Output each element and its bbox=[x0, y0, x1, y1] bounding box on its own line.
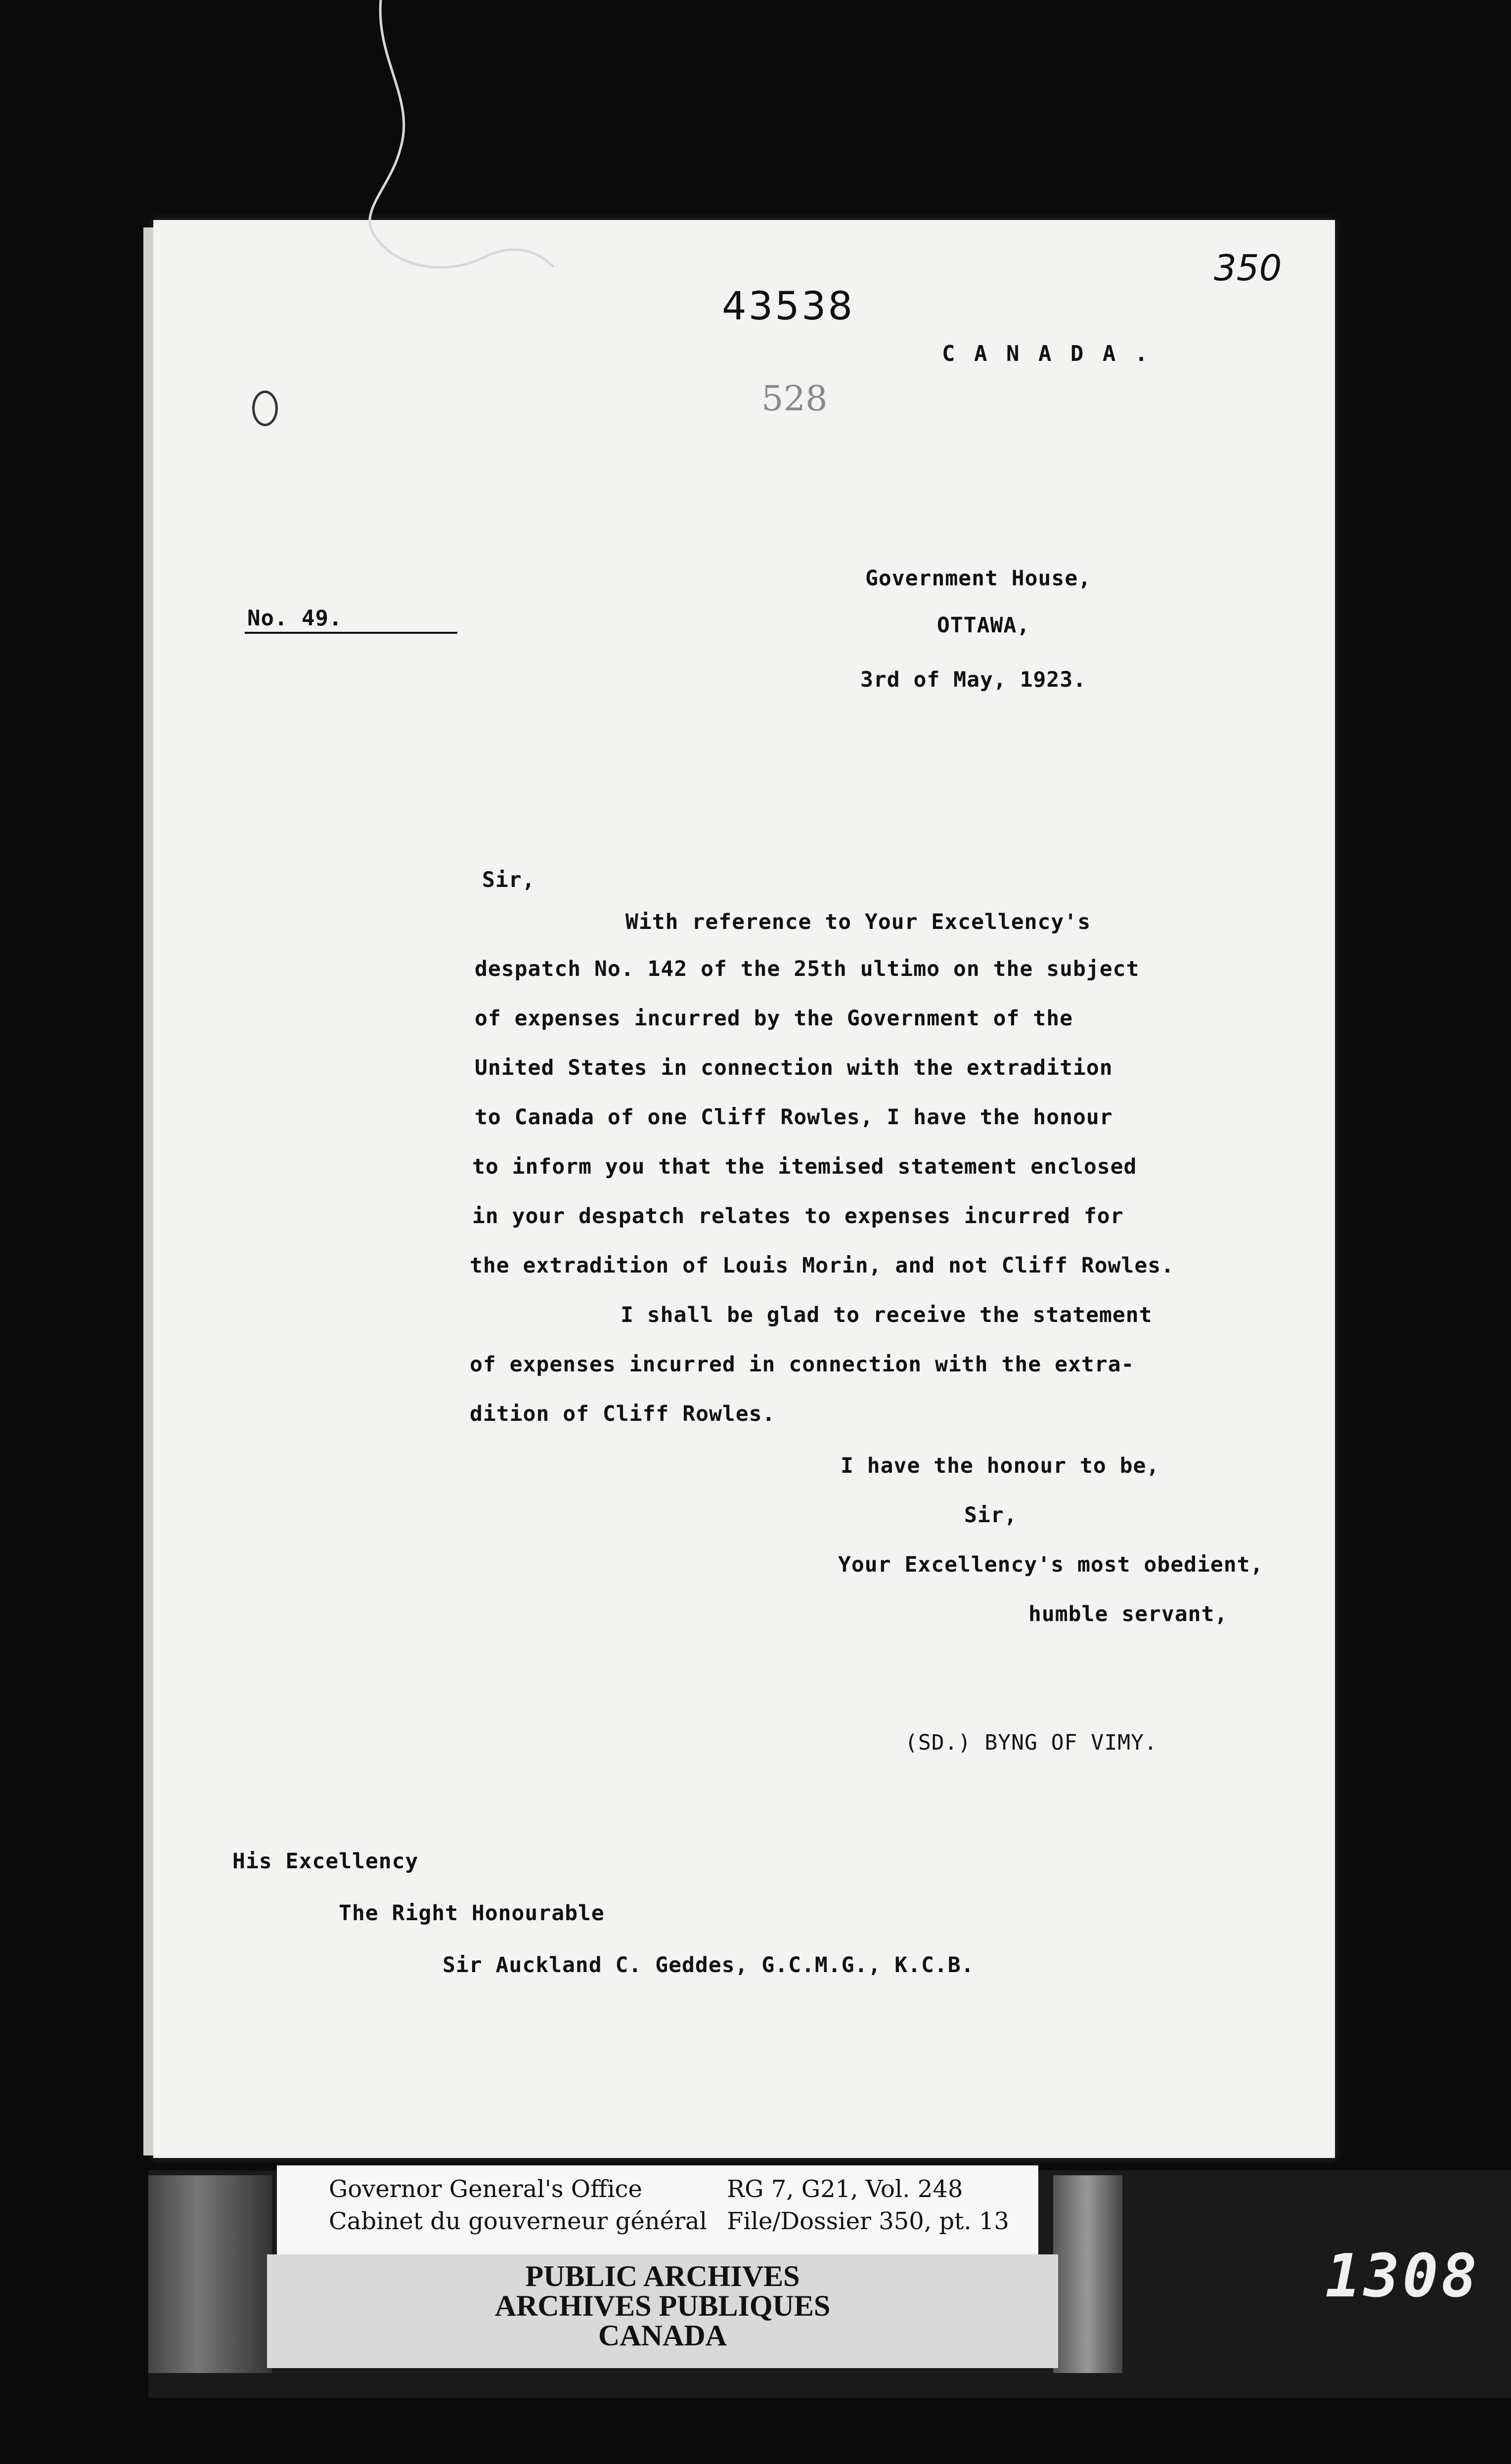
para2-line: I shall be glad to receive the statement bbox=[621, 1303, 1153, 1327]
sheet-edge-shadow bbox=[143, 227, 153, 2156]
office-french: Cabinet du gouverneur général bbox=[329, 2207, 707, 2235]
para1-line: the extradition of Louis Morin, and not Cliff Rowles. bbox=[470, 1253, 1175, 1278]
microfilm-frame-number: 1308 bbox=[1325, 2242, 1480, 2311]
recipient-title: His Excellency bbox=[232, 1849, 419, 1874]
record-group-ref: RG 7, G21, Vol. 248 bbox=[727, 2175, 963, 2203]
recipient-honorific: The Right Honourable bbox=[339, 1901, 605, 1926]
signature: (SD.) BYNG OF VIMY. bbox=[905, 1730, 1157, 1755]
file-dossier-ref: File/Dossier 350, pt. 13 bbox=[727, 2207, 1009, 2235]
archives-english: PUBLIC ARCHIVES bbox=[525, 2260, 800, 2292]
para1-line: to inform you that the itemised statement enclosed bbox=[472, 1154, 1137, 1179]
address-house: Government House, bbox=[865, 566, 1092, 591]
archives-country: CANADA bbox=[598, 2319, 727, 2352]
closing-line: Sir, bbox=[964, 1503, 1018, 1528]
para2-line: of expenses incurred in connection with the extra- bbox=[470, 1352, 1135, 1377]
recipient-name: Sir Auckland C. Geddes, G.C.M.G., K.C.B. bbox=[443, 1953, 975, 1978]
despatch-number: No. 49. bbox=[247, 606, 343, 631]
para1-line: despatch No. 142 of the 25th ultimo on the subject bbox=[475, 957, 1140, 981]
film-edge-left bbox=[148, 2175, 272, 2373]
para1-line: United States in connection with the extradition bbox=[475, 1056, 1113, 1080]
para1-line: With reference to Your Excellency's bbox=[625, 910, 1091, 934]
file-number: 43538 bbox=[722, 284, 855, 329]
closing-line: humble servant, bbox=[1028, 1602, 1228, 1627]
closing-line: Your Excellency's most obedient, bbox=[838, 1552, 1264, 1577]
film-edge-right bbox=[1053, 2175, 1122, 2373]
para1-line: in your despatch relates to expenses incurred for bbox=[472, 1204, 1124, 1229]
hole-punch-mark bbox=[252, 391, 278, 426]
archives-french: ARCHIVES PUBLIQUES bbox=[494, 2289, 831, 2322]
closing-line: I have the honour to be, bbox=[841, 1453, 1160, 1478]
salutation: Sir, bbox=[482, 868, 535, 892]
stamp-number: 528 bbox=[761, 378, 828, 419]
para2-line: dition of Cliff Rowles. bbox=[470, 1402, 776, 1426]
page-corner-number: 350 bbox=[1214, 247, 1282, 289]
para1-line: of expenses incurred by the Government of the bbox=[475, 1006, 1073, 1031]
office-english: Governor General's Office bbox=[329, 2175, 642, 2203]
pen-mark bbox=[346, 0, 593, 307]
letter-date: 3rd of May, 1923. bbox=[860, 667, 1087, 692]
para1-line: to Canada of one Cliff Rowles, I have the honour bbox=[475, 1105, 1113, 1130]
address-city: OTTAWA, bbox=[937, 613, 1030, 638]
despatch-underline bbox=[245, 632, 457, 634]
country-heading: C A N A D A . bbox=[942, 341, 1151, 366]
